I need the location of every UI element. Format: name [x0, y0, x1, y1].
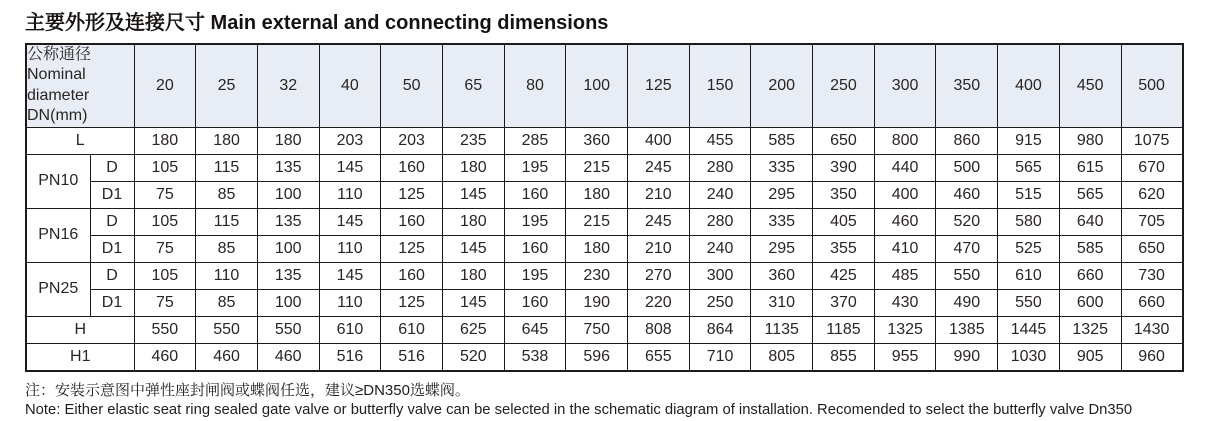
footnotes: [25, 381, 1195, 421]
dimension-value-cell: 550: [998, 289, 1060, 316]
dimension-value-cell: 960: [1121, 343, 1183, 371]
dimension-value-cell: 585: [1059, 235, 1121, 262]
page-title: 主要外形及连接尺寸 Main external and connecting dimensions: [25, 12, 609, 34]
dimension-value-cell: 145: [319, 262, 381, 289]
dimension-value-cell: 285: [504, 127, 566, 154]
dimension-value-cell: 550: [257, 316, 319, 343]
dimension-value-cell: 430: [874, 289, 936, 316]
dimension-value-cell: 100: [257, 289, 319, 316]
dimension-value-cell: 610: [381, 316, 443, 343]
dimension-value-cell: 650: [1121, 235, 1183, 262]
dimension-table: [25, 43, 1184, 372]
dimension-value-cell: 160: [381, 208, 443, 235]
dimension-value-cell: 705: [1121, 208, 1183, 235]
dimension-value-cell: 905: [1059, 343, 1121, 371]
dimension-value-cell: 390: [813, 154, 875, 181]
dimension-value-cell: 864: [689, 316, 751, 343]
dimension-value-cell: 145: [319, 208, 381, 235]
dimension-value-cell: 180: [134, 127, 196, 154]
dimension-value-cell: 100: [257, 181, 319, 208]
table-row: [26, 316, 1183, 343]
dimension-value-cell: 180: [442, 262, 504, 289]
dimension-value-cell: 625: [442, 316, 504, 343]
dimension-value-cell: 580: [998, 208, 1060, 235]
dimension-value-cell: 180: [442, 208, 504, 235]
dimension-table-body: [26, 127, 1183, 371]
dimension-value-cell: 110: [319, 181, 381, 208]
dimension-value-cell: 180: [566, 235, 628, 262]
dn-column-header: 20: [134, 44, 196, 127]
note-english: Note: Either elastic seat ring sealed gate valve or butterfly valve can be selected in the schematic diagram of installation. Recomended to select the butterfly valve Dn350: [25, 402, 1133, 419]
dimension-value-cell: 160: [381, 262, 443, 289]
dimension-value-cell: 660: [1059, 262, 1121, 289]
dimension-value-cell: 105: [134, 208, 196, 235]
dimension-value-cell: 460: [196, 343, 258, 371]
dimension-value-cell: 460: [874, 208, 936, 235]
dimension-value-cell: 565: [1059, 181, 1121, 208]
row-sublabel: D1: [90, 235, 134, 262]
dimension-value-cell: 515: [998, 181, 1060, 208]
dn-column-header: 125: [628, 44, 690, 127]
row-sublabel: D: [90, 208, 134, 235]
dimension-value-cell: 550: [134, 316, 196, 343]
dimension-value-cell: 650: [813, 127, 875, 154]
dimension-value-cell: 350: [813, 181, 875, 208]
dn-column-header: 500: [1121, 44, 1183, 127]
dimension-value-cell: 520: [936, 208, 998, 235]
dimension-value-cell: 660: [1121, 289, 1183, 316]
dimension-value-cell: 230: [566, 262, 628, 289]
dimension-value-cell: 203: [381, 127, 443, 154]
dimension-value-cell: 160: [504, 181, 566, 208]
dimension-value-cell: 240: [689, 181, 751, 208]
table-row: [26, 289, 1183, 316]
nominal-diameter-header: [26, 44, 134, 127]
dn-column-header: 150: [689, 44, 751, 127]
row-label: H1: [26, 343, 134, 371]
nominal-diameter-en-line3: DN(mm): [27, 107, 88, 125]
dimension-value-cell: 75: [134, 181, 196, 208]
dimension-value-cell: 125: [381, 235, 443, 262]
dimension-value-cell: 1385: [936, 316, 998, 343]
dimension-value-cell: 195: [504, 208, 566, 235]
dimension-value-cell: 280: [689, 154, 751, 181]
dimension-value-cell: 550: [936, 262, 998, 289]
dimension-value-cell: 520: [442, 343, 504, 371]
dimension-value-cell: 335: [751, 154, 813, 181]
dimension-value-cell: 640: [1059, 208, 1121, 235]
dimension-value-cell: 215: [566, 154, 628, 181]
dimension-value-cell: 470: [936, 235, 998, 262]
dimension-value-cell: 1030: [998, 343, 1060, 371]
dn-column-header: 350: [936, 44, 998, 127]
table-row: [26, 235, 1183, 262]
dimension-value-cell: 210: [628, 235, 690, 262]
dimension-value-cell: 855: [813, 343, 875, 371]
dimension-value-cell: 180: [196, 127, 258, 154]
dimension-value-cell: 280: [689, 208, 751, 235]
dimension-value-cell: 270: [628, 262, 690, 289]
row-label: PN16: [26, 208, 90, 262]
dimension-value-cell: 460: [936, 181, 998, 208]
row-sublabel: D1: [90, 289, 134, 316]
dn-column-header: 250: [813, 44, 875, 127]
dimension-value-cell: 710: [689, 343, 751, 371]
dimension-value-cell: 405: [813, 208, 875, 235]
dimension-value-cell: 160: [381, 154, 443, 181]
dimension-value-cell: 490: [936, 289, 998, 316]
dimension-value-cell: 1445: [998, 316, 1060, 343]
dimension-value-cell: 1075: [1121, 127, 1183, 154]
dimension-value-cell: 195: [504, 262, 566, 289]
dimension-value-cell: 145: [442, 181, 504, 208]
dimension-value-cell: 310: [751, 289, 813, 316]
dimension-value-cell: 115: [196, 154, 258, 181]
dimension-value-cell: 100: [257, 235, 319, 262]
dimension-value-cell: 235: [442, 127, 504, 154]
dimension-value-cell: 360: [751, 262, 813, 289]
dimension-value-cell: 360: [566, 127, 628, 154]
dimension-value-cell: 550: [196, 316, 258, 343]
dimension-value-cell: 1430: [1121, 316, 1183, 343]
dimension-value-cell: 355: [813, 235, 875, 262]
dimension-value-cell: 75: [134, 235, 196, 262]
dimension-value-cell: 180: [566, 181, 628, 208]
dimension-value-cell: 730: [1121, 262, 1183, 289]
dimension-value-cell: 410: [874, 235, 936, 262]
dimension-value-cell: 135: [257, 154, 319, 181]
dimension-value-cell: 85: [196, 235, 258, 262]
dimension-value-cell: 75: [134, 289, 196, 316]
dimension-value-cell: 808: [628, 316, 690, 343]
dimension-value-cell: 145: [319, 154, 381, 181]
dn-column-header: 400: [998, 44, 1060, 127]
dimension-value-cell: 110: [319, 289, 381, 316]
dn-column-header: 80: [504, 44, 566, 127]
dimension-value-cell: 500: [936, 154, 998, 181]
dimension-value-cell: 915: [998, 127, 1060, 154]
row-label: PN10: [26, 154, 90, 208]
dimension-value-cell: 1325: [1059, 316, 1121, 343]
dimension-value-cell: 245: [628, 208, 690, 235]
dimension-value-cell: 670: [1121, 154, 1183, 181]
dimension-value-cell: 600: [1059, 289, 1121, 316]
dimension-value-cell: 180: [442, 154, 504, 181]
dimension-value-cell: 455: [689, 127, 751, 154]
dimension-value-cell: 440: [874, 154, 936, 181]
dimension-value-cell: 980: [1059, 127, 1121, 154]
dimension-value-cell: 615: [1059, 154, 1121, 181]
nominal-diameter-zh: 公称通径: [27, 46, 92, 63]
dimension-value-cell: 1135: [751, 316, 813, 343]
dimension-value-cell: 295: [751, 235, 813, 262]
dimension-value-cell: 210: [628, 181, 690, 208]
dimension-value-cell: 160: [504, 235, 566, 262]
dimension-value-cell: 105: [134, 154, 196, 181]
dimension-value-cell: 860: [936, 127, 998, 154]
dimension-value-cell: 955: [874, 343, 936, 371]
column-header-row: [26, 44, 1183, 127]
dn-column-header: 50: [381, 44, 443, 127]
dn-column-header: 40: [319, 44, 381, 127]
dimension-value-cell: 460: [134, 343, 196, 371]
dimension-value-cell: 645: [504, 316, 566, 343]
dimension-value-cell: 110: [319, 235, 381, 262]
dimension-value-cell: 516: [381, 343, 443, 371]
dimension-value-cell: 85: [196, 289, 258, 316]
dimension-value-cell: 160: [504, 289, 566, 316]
dimension-value-cell: 370: [813, 289, 875, 316]
dimension-value-cell: 145: [442, 235, 504, 262]
table-row: [26, 127, 1183, 154]
row-sublabel: D: [90, 262, 134, 289]
dimension-value-cell: 610: [998, 262, 1060, 289]
table-row: [26, 208, 1183, 235]
row-label: L: [26, 127, 134, 154]
dimension-value-cell: 460: [257, 343, 319, 371]
dimension-value-cell: 516: [319, 343, 381, 371]
table-row: [26, 154, 1183, 181]
dimension-value-cell: 596: [566, 343, 628, 371]
dimension-value-cell: 538: [504, 343, 566, 371]
dn-column-header: 300: [874, 44, 936, 127]
dimension-value-cell: 620: [1121, 181, 1183, 208]
dimension-value-cell: 585: [751, 127, 813, 154]
dimension-value-cell: 125: [381, 289, 443, 316]
table-row: [26, 343, 1183, 371]
table-row: [26, 262, 1183, 289]
row-sublabel: D: [90, 154, 134, 181]
dn-column-header: 32: [257, 44, 319, 127]
dimension-value-cell: 400: [874, 181, 936, 208]
dimension-value-cell: 525: [998, 235, 1060, 262]
table-row: [26, 181, 1183, 208]
dimension-value-cell: 195: [504, 154, 566, 181]
dimension-value-cell: 990: [936, 343, 998, 371]
dimension-value-cell: 300: [689, 262, 751, 289]
dimension-value-cell: 145: [442, 289, 504, 316]
nominal-diameter-en-line2: diameter: [27, 86, 90, 104]
dn-column-header: 200: [751, 44, 813, 127]
dimension-value-cell: 1185: [813, 316, 875, 343]
dimension-value-cell: 335: [751, 208, 813, 235]
row-sublabel: D1: [90, 181, 134, 208]
dn-column-header: 450: [1059, 44, 1121, 127]
dimension-value-cell: 610: [319, 316, 381, 343]
note-chinese: 注：安装示意图中弹性座封闸阀或蝶阀任选，建议≥DN350选蝶阀。: [25, 381, 470, 399]
dimension-value-cell: 295: [751, 181, 813, 208]
dimension-value-cell: 105: [134, 262, 196, 289]
dimension-value-cell: 245: [628, 154, 690, 181]
dimension-value-cell: 115: [196, 208, 258, 235]
dn-column-header: 65: [442, 44, 504, 127]
dimension-value-cell: 220: [628, 289, 690, 316]
dn-column-header: 25: [196, 44, 258, 127]
dimension-value-cell: 85: [196, 181, 258, 208]
nominal-diameter-en-line1: Nominal: [27, 66, 86, 84]
dimension-value-cell: 655: [628, 343, 690, 371]
dimension-value-cell: 565: [998, 154, 1060, 181]
dimension-value-cell: 1325: [874, 316, 936, 343]
dimension-value-cell: 240: [689, 235, 751, 262]
dimension-value-cell: 750: [566, 316, 628, 343]
dimension-value-cell: 203: [319, 127, 381, 154]
row-label: PN25: [26, 262, 90, 316]
dimension-value-cell: 805: [751, 343, 813, 371]
dimension-value-cell: 125: [381, 181, 443, 208]
dimension-value-cell: 425: [813, 262, 875, 289]
dimension-value-cell: 110: [196, 262, 258, 289]
dimension-value-cell: 800: [874, 127, 936, 154]
dimension-value-cell: 250: [689, 289, 751, 316]
dimension-value-cell: 135: [257, 208, 319, 235]
dimension-value-cell: 400: [628, 127, 690, 154]
row-label: H: [26, 316, 134, 343]
dimension-value-cell: 190: [566, 289, 628, 316]
dimension-value-cell: 485: [874, 262, 936, 289]
dn-column-header: 100: [566, 44, 628, 127]
dimension-value-cell: 180: [257, 127, 319, 154]
dimension-value-cell: 135: [257, 262, 319, 289]
dimension-value-cell: 215: [566, 208, 628, 235]
